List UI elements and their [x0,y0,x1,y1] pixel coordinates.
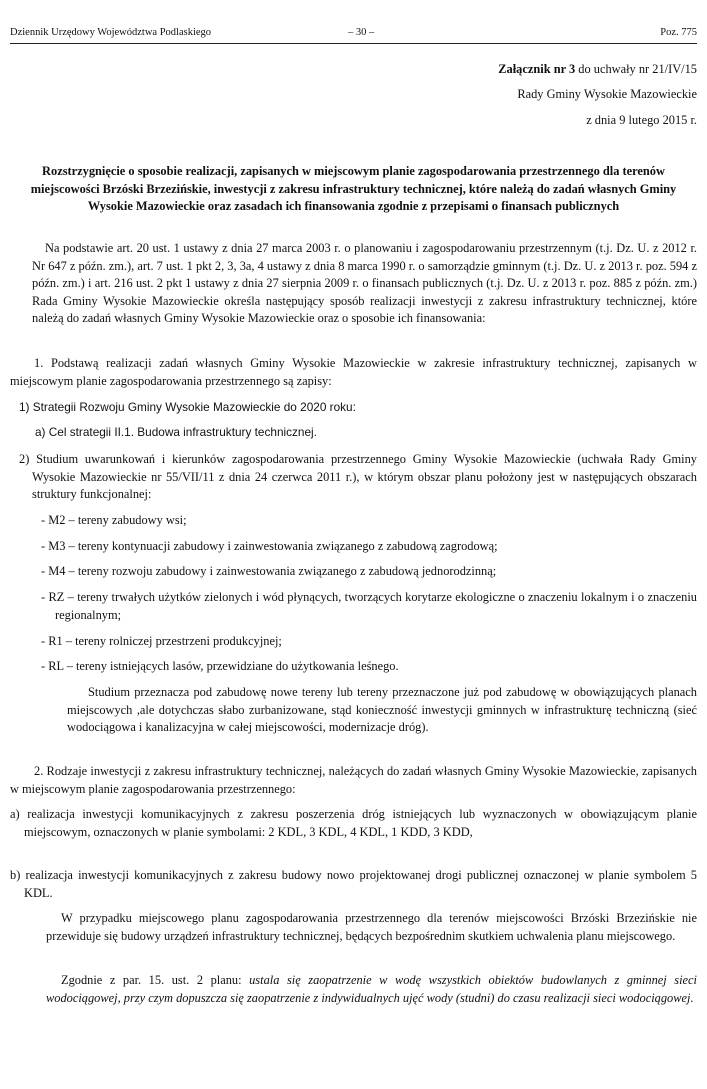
intro-paragraph: Na podstawie art. 20 ust. 1 ustawy z dnia 27 marca 2003 r. o planowaniu i zagospodarowaniu przestrzennym (t.j. Dz. U. z 2012 r. Nr 647 z późn. zm.), art. 7 ust. 1 pkt 2, 3, 3a, 4 ustawy z dnia 8 marca 1990 r. o samorządzie gminnym (t.j. Dz. U. z 2013 r. poz. 594 z późn. zm.) i art. 216 ust. 2 pkt 1 ustawy z dnia 27 sierpnia 2009 r. o finansach publicznych (t.j. Dz. U. z 2013 r. poz. 885 z późn. zm.) Rada Gminy Wysokie Mazowieckie określa następujący sposób realizacji inwestycji z zakresu infrastruktury technicznej, które należą do zadań własnych Gminy Wysokie Mazowieckie oraz o sposobie ich finansowania: [32,241,697,325]
item-1-strategy: 1) Strategii Rozwoju Gminy Wysokie Mazowieckie do 2020 roku: [19,400,356,414]
document-title: Rozstrzygnięcie o sposobie realizacji, zapisanych w miejscowym planie zagospodarowania przestrzennego dla terenów miejscowości Brzóski Brzezińskie, inwestycji z zakresu infrastruktury technicznej, które należą do zadań własnych Gminy Wysokie Mazowieckie oraz zasadach ich finansowania zgodnie z przepisami o finansach publicznych [30,164,677,213]
page-number: – 30 – [348,27,375,38]
item-2-studium: 2) Studium uwarunkowań i kierunków zagospodarowania przestrzennego Gminy Wysokie Mazowieckie (uchwała Rady Gminy Wysokie Mazowieckie nr 55/VII/11 z dnia 24 czerwca 2011 r.), w którym obszar planu położony jest w następujących obszarach struktury funkcjonalnej: [19,452,697,501]
plan-paragraph: W przypadku miejscowego planu zagospodarowania przestrzennego dla terenów miejscowości Brzóski Brzezińskie nie przewiduje się budowy urządzeń infrastruktury technicznej, będących bezpośrednim skutkiem uchwalenia planu miejscowego. [46,911,697,943]
annex-line-2: Rady Gminy Wysokie Mazowieckie [517,87,697,101]
annex-label: Załącznik nr 3 [498,62,576,76]
zone-rl: - RL – tereny istniejących lasów, przewidziane do użytkowania leśnego. [41,659,399,673]
annex-resolution: do uchwały nr 21/IV/15 [575,62,697,76]
zone-m3: - M3 – tereny kontynuacji zabudowy i zainwestowania związanego z zabudową zagrodową; [41,539,498,553]
zone-r1: - R1 – tereny rolniczej przestrzeni produkcyjnej; [41,634,282,648]
zone-m4: - M4 – tereny rozwoju zabudowy i zainwestowania związanego z zabudową jednorodzinną; [41,564,497,578]
final-paragraph [46,972,697,1007]
studium-note: Studium przeznacza pod zabudowę nowe tereny lub tereny przeznaczone już pod zabudowę w obowiązujących planach miejscowych ,ale dotychczas słabo zurbanizowane, stąd konieczność inwestycji gminnych w infrastrukturę techniczną (sieć wodociągowa i kanalizacyjna w całej miejscowości, modernizacje dróg). [67,685,697,734]
final-paragraph-quote: ustala się zaopatrzenie w wodę wszystkich obiektów budowlanych z gminnej sieci wodociągowej, przy czym dopuszcza się zaopatrzenie z indywidualnych ujęć wody (studni) do czasu realizacji sieci wodociągowej. [46,973,698,1005]
section-2: 2. Rodzaje inwestycji z zakresu infrastruktury technicznej, należących do zadań własnych Gminy Wysokie Mazowieckie, zapisanych w miejscowym planie zagospodarowania przestrzennego: [10,764,697,796]
page-header [10,27,697,44]
item-1a-goal: a) Cel strategii II.1. Budowa infrastruktury technicznej. [35,425,317,439]
zone-rz: - RZ – tereny trwałych użytków zielonych i wód płynących, tworzących korytarze ekologiczne o znaczeniu lokalnym i o znaczeniu regionalnym; [41,590,697,622]
journal-name: Dziennik Urzędowy Województwa Podlaskiego [10,27,212,38]
annex-line-3: z dnia 9 lutego 2015 r. [586,113,697,127]
annex-line-1 [498,61,697,79]
position-number: Poz. 775 [660,27,697,38]
item-a-road-widening: a) realizacja inwestycji komunikacyjnych z zakresu poszerzenia dróg istniejących lub wyznaczonych w obowiązującym planie miejscowym, oznaczonych w planie symbolami: 2 KDL, 3 KDL, 4 KDL, 1 KDD, 3 KDD, [10,807,697,839]
zone-m2: - M2 – tereny zabudowy wsi; [41,513,187,527]
item-b-new-road: b) realizacja inwestycji komunikacyjnych z zakresu budowy nowo projektowanej drogi publicznej oznaczonej w planie symbolem 5 KDL. [10,868,697,900]
final-paragraph-lead: Zgodnie z par. 15. ust. 2 planu: [61,973,250,987]
section-1: 1. Podstawą realizacji zadań własnych Gminy Wysokie Mazowieckie w zakresie infrastruktury technicznej, zapisanych w miejscowym planie zagospodarowania przestrzennego są zapisy: [10,356,697,388]
